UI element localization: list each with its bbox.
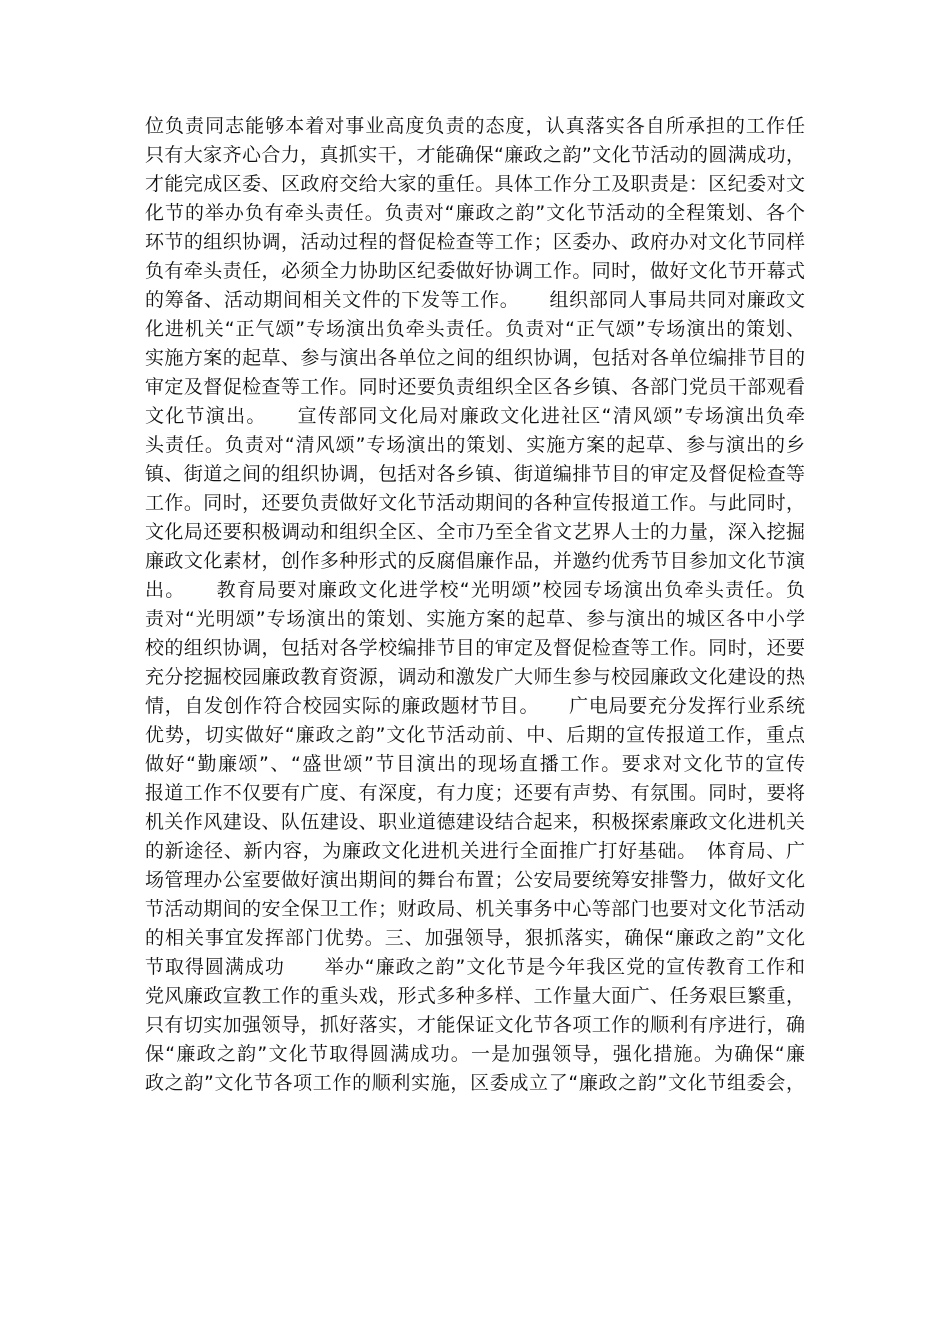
text-line: 的筹备、活动期间相关文件的下发等工作。 组织部同人事局共同对廉政文 [145, 289, 805, 311]
text-line: 才能完成区委、区政府交给大家的重任。具体工作分工及职责是：区纪委对文 [145, 173, 805, 195]
text-line: 文化局还要积极调动和组织全区、全市乃至全省文艺界人士的力量，深入挖掘 [145, 521, 805, 543]
text-line: 文化节演出。 宣传部同文化局对廉政文化进社区“清风颂”专场演出负牵 [145, 405, 805, 427]
text-line: 情，自发创作符合校园实际的廉政题材节目。 广电局要充分发挥行业系统 [145, 695, 805, 717]
text-line: 的相关事宜发挥部门优势。三、加强领导，狠抓落实，确保“廉政之韵”文化 [145, 927, 805, 949]
text-line: 负有牵头责任，必须全力协助区纪委做好协调工作。同时，做好文化节开幕式 [145, 260, 805, 282]
text-line: 实施方案的起草、参与演出各单位之间的组织协调，包括对各单位编排节目的 [145, 347, 805, 369]
text-line: 保“廉政之韵”文化节取得圆满成功。一是加强领导，强化措施。为确保“廉 [145, 1043, 805, 1065]
text-line: 校的组织协调，包括对各学校编排节目的审定及督促检查等工作。同时，还要 [145, 637, 805, 659]
text-line: 充分挖掘校园廉政教育资源，调动和激发广大师生参与校园廉政文化建设的热 [145, 666, 805, 688]
text-line: 报道工作不仅要有广度、有深度，有力度；还要有声势、有氛围。同时，要将 [145, 782, 805, 804]
text-line: 环节的组织协调，活动过程的督促检查等工作；区委办、政府办对文化节同样 [145, 231, 805, 253]
text-line: 工作。同时，还要负责做好文化节活动期间的各种宣传报道工作。与此同时， [145, 492, 805, 514]
text-line: 的新途径、新内容，为廉政文化进机关进行全面推广打好基础。 体育局、广 [145, 840, 805, 862]
text-line: 审定及督促检查等工作。同时还要负责组织全区各乡镇、各部门党员干部观看 [145, 376, 805, 398]
text-line: 出。 教育局要对廉政文化进学校“光明颂”校园专场演出负牵头责任。负 [145, 579, 805, 601]
text-line: 化节的举办负有牵头责任。负责对“廉政之韵”文化节活动的全程策划、各个 [145, 202, 805, 224]
text-line: 优势，切实做好“廉政之韵”文化节活动前、中、后期的宣传报道工作，重点 [145, 724, 805, 746]
text-line: 头责任。负责对“清风颂”专场演出的策划、实施方案的起草、参与演出的乡 [145, 434, 805, 456]
text-line: 廉政文化素材，创作多种形式的反腐倡廉作品，并邀约优秀节目参加文化节演 [145, 550, 805, 572]
text-line: 位负责同志能够本着对事业高度负责的态度，认真落实各自所承担的工作任 [145, 115, 805, 137]
text-line: 场管理办公室要做好演出期间的舞台布置；公安局要统筹安排警力，做好文化 [145, 869, 805, 891]
text-line: 镇、街道之间的组织协调，包括对各乡镇、街道编排节目的审定及督促检查等 [145, 463, 805, 485]
text-line: 责对“光明颂”专场演出的策划、实施方案的起草、参与演出的城区各中小学 [145, 608, 805, 630]
text-line: 化进机关“正气颂”专场演出负牵头责任。负责对“正气颂”专场演出的策划、 [145, 318, 805, 340]
text-line: 政之韵”文化节各项工作的顺利实施，区委成立了“廉政之韵”文化节组委会， [145, 1072, 805, 1094]
text-line: 只有大家齐心合力，真抓实干，才能确保“廉政之韵”文化节活动的圆满成功， [145, 144, 805, 166]
text-line: 机关作风建设、队伍建设、职业道德建设结合起来，积极探索廉政文化进机关 [145, 811, 805, 833]
text-line: 节活动期间的安全保卫工作；财政局、机关事务中心等部门也要对文化节活动 [145, 898, 805, 920]
text-line: 做好“勤廉颂”、“盛世颂”节目演出的现场直播工作。要求对文化节的宣传 [145, 753, 805, 775]
text-line: 节取得圆满成功 举办“廉政之韵”文化节是今年我区党的宣传教育工作和 [145, 956, 805, 978]
text-line: 党风廉政宣教工作的重头戏，形式多种多样、工作量大面广、任务艰巨繁重， [145, 985, 805, 1007]
text-line: 只有切实加强领导，抓好落实，才能保证文化节各项工作的顺利有序进行，确 [145, 1014, 805, 1036]
body-text [145, 112, 805, 1098]
